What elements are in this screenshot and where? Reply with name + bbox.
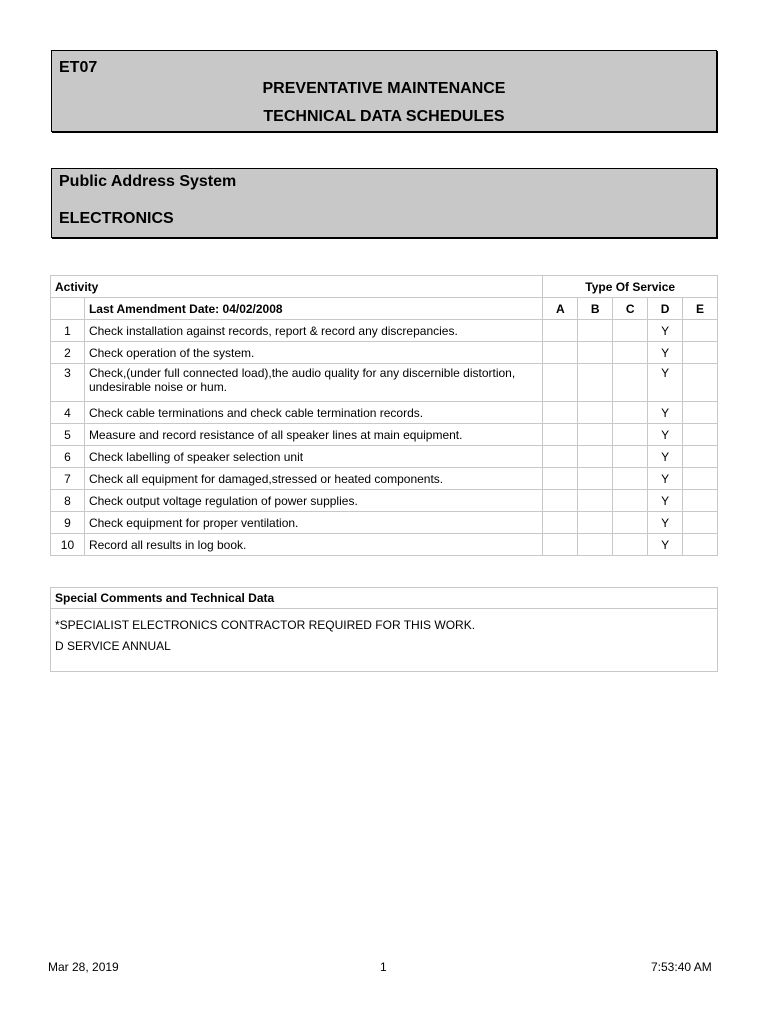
amendment-date: Last Amendment Date: 04/02/2008 (84, 298, 542, 320)
row-service-d: Y (648, 342, 683, 364)
comments-table (50, 587, 718, 672)
service-col-d: D (648, 298, 683, 320)
row-service-d: Y (648, 534, 683, 556)
service-col-e: E (683, 298, 718, 320)
row-activity: Check output voltage regulation of power supplies. (84, 490, 542, 512)
service-col-c: C (613, 298, 648, 320)
num-header-cell (51, 298, 85, 320)
comment-line: D SERVICE ANNUAL (55, 639, 171, 653)
row-service-d: Y (648, 424, 683, 446)
row-activity: Check labelling of speaker selection unit (84, 446, 542, 468)
row-service-d: Y (648, 402, 683, 424)
row-service-d: Y (648, 446, 683, 468)
comment-line: *SPECIALIST ELECTRONICS CONTRACTOR REQUIRED FOR THIS WORK. (55, 618, 476, 632)
activity-header: Activity (51, 276, 543, 298)
table-row (51, 534, 718, 556)
row-activity: Check installation against records, report & record any discrepancies. (84, 320, 542, 342)
row-number: 10 (51, 534, 85, 556)
system-header (51, 168, 717, 238)
table-subheader-row (51, 298, 718, 320)
row-activity: Check all equipment for damaged,stressed or heated components. (84, 468, 542, 490)
row-service-d: Y (648, 468, 683, 490)
row-activity: Check equipment for proper ventilation. (84, 512, 542, 534)
row-service-d: Y (648, 490, 683, 512)
document-header (51, 50, 717, 132)
system-category: ELECTRONICS (59, 210, 174, 227)
row-activity: Record all results in log book. (84, 534, 542, 556)
row-number: 5 (51, 424, 85, 446)
row-service-d: Y (648, 320, 683, 342)
row-service-d: Y (648, 512, 683, 534)
table-row (51, 342, 718, 364)
row-number: 9 (51, 512, 85, 534)
footer-time: 7:53:40 AM (651, 960, 712, 974)
row-activity: Check operation of the system. (84, 342, 542, 364)
row-number: 3 (51, 364, 85, 402)
schedule-table (50, 275, 718, 556)
footer-date: Mar 28, 2019 (48, 960, 119, 974)
table-row (51, 364, 718, 402)
row-number: 4 (51, 402, 85, 424)
row-number: 6 (51, 446, 85, 468)
type-of-service-header: Type Of Service (543, 276, 718, 298)
row-number: 8 (51, 490, 85, 512)
table-row (51, 424, 718, 446)
document-title: PREVENTATIVE MAINTENANCE (262, 80, 506, 97)
table-row (51, 512, 718, 534)
document-code: ET07 (59, 59, 98, 76)
service-col-b: B (578, 298, 613, 320)
row-number: 1 (51, 320, 85, 342)
service-col-a: A (543, 298, 578, 320)
row-activity: Check cable terminations and check cable termination records. (84, 402, 542, 424)
system-name: Public Address System (59, 173, 237, 190)
row-activity: Measure and record resistance of all speaker lines at main equipment. (84, 424, 542, 446)
table-row (51, 320, 718, 342)
comments-body (51, 609, 718, 672)
page-number: 1 (380, 960, 387, 974)
table-header-row (51, 276, 718, 298)
document-subtitle: TECHNICAL DATA SCHEDULES (263, 108, 505, 125)
row-service-d: Y (648, 364, 683, 402)
table-row (51, 490, 718, 512)
row-number: 2 (51, 342, 85, 364)
row-activity: Check,(under full connected load),the audio quality for any discernible distortion, undesirable noise or hum. (84, 364, 542, 402)
table-row (51, 402, 718, 424)
row-number: 7 (51, 468, 85, 490)
table-row (51, 446, 718, 468)
comments-header: Special Comments and Technical Data (51, 588, 718, 609)
table-row (51, 468, 718, 490)
